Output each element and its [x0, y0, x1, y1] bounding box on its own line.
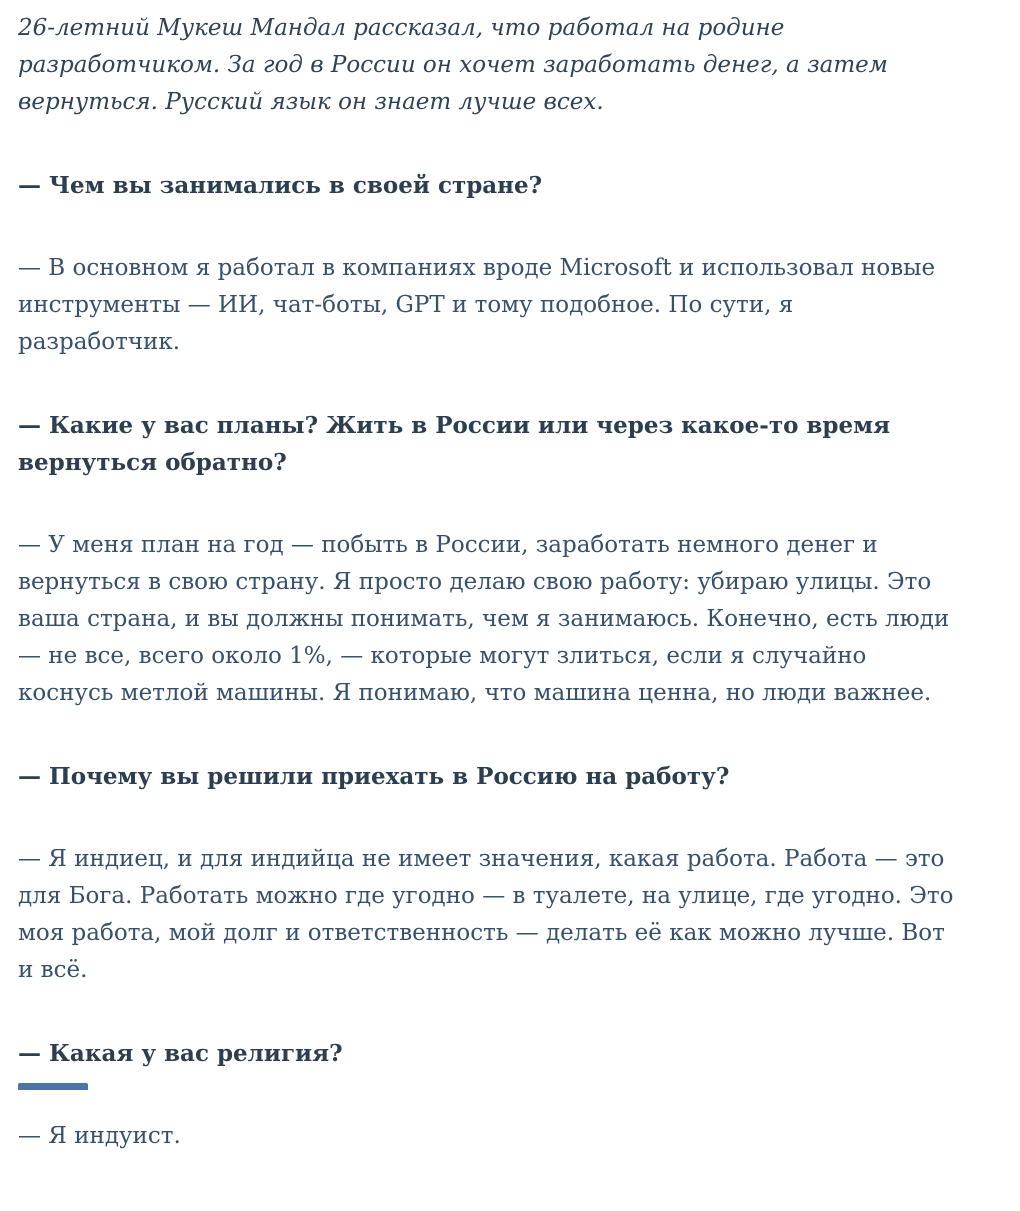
- question-3: — Почему вы решили приехать в Россию на работу?: [18, 763, 730, 790]
- question-1: — Чем вы занимались в своей стране?: [18, 172, 543, 199]
- answer-3: — Я индиец, и для индийца не имеет значения, какая работа. Работа — это для Бога. Работать можно где угодно — в туалете, на улице, где угодно. Это моя работа, мой долг и ответственность — делать её как можно лучше. Вот и всё.: [18, 846, 954, 983]
- truncated-blue-element: [18, 1083, 88, 1090]
- lead-paragraph: 26-летний Мукеш Мандал рассказал, что работал на родине разработчиком. За год в России он хочет заработать денег, а затем вернуться. Русский язык он знает лучше всех.: [18, 15, 888, 115]
- answer-1: — В основном я работал в компаниях вроде Microsoft и использовал новые инструменты — ИИ, чат-боты, GPT и тому подобное. По сути, я разработчик.: [18, 255, 936, 355]
- question-2: — Какие у вас планы? Жить в России или через какое-то время вернуться обратно?: [18, 412, 891, 476]
- question-4: — Какая у вас религия?: [18, 1040, 343, 1067]
- answer-2: — У меня план на год — побыть в России, заработать немного денег и вернуться в свою страну. Я просто делаю свою работу: убираю улицы. Это ваша страна, и вы должны понимать, чем я занимаюсь. Конечно, есть люди — не все, всего около 1%, — которые могут злиться, если я случайно коснусь метлой машины. Я понимаю, что машина ценна, но люди важнее.: [18, 532, 950, 706]
- answer-4: — Я индуист.: [18, 1123, 181, 1149]
